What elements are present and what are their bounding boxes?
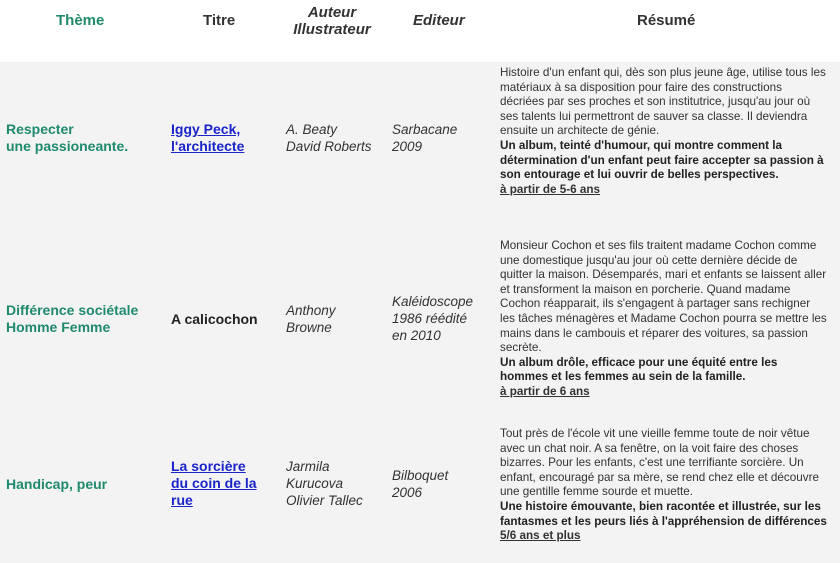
summary-highlight: Un album drôle, efficace pour une équité entre les hommes et les femmes au sein de la famille. xyxy=(500,355,778,384)
book-title-link[interactable] xyxy=(171,121,244,154)
title-cell xyxy=(171,311,258,328)
publish-year: 2009 xyxy=(392,139,423,154)
theme-text: Respecter xyxy=(6,121,74,137)
author-name: Kurucova xyxy=(286,476,344,491)
summary-text: Tout près de l'école vit une vieille femme toute de noir vêtue avec un chat noir. A sa fenêtre, on la voit faire des choses bizarres. Pour les enfants, c'est une terrifiante sorcière. Un enfant, encouragé par sa mère, se rend chez elle et découvre une gentille femme sourde et muette. xyxy=(500,427,820,499)
age-range: 5/6 ans et plus xyxy=(500,529,581,543)
publisher-name: Sarbacane xyxy=(392,122,458,137)
publisher-cell xyxy=(392,293,473,344)
header-auteur-illustrateur xyxy=(289,4,375,38)
title-text: du coin de la xyxy=(171,475,257,491)
publisher-cell xyxy=(392,467,448,501)
summary-text: Monsieur Cochon et ses fils traitent madame Cochon comme une domestique jusqu'au jour où cette dernière décide de quitter la maison. Désemparés, mari et enfants se laissent aller et transforment la maison en porcherie. Quand madame Cochon réapparait, ils s'engagent à partager sans rechigner les tâches ménagères et Madame Cochon pourra se mettre les mains dans le cambouis et réparer des voitures, sa passion secrète. xyxy=(500,239,827,355)
publish-year: 2006 xyxy=(392,485,423,500)
table-row xyxy=(0,417,840,563)
author-name: A. Beaty xyxy=(286,122,338,137)
illustrator-name: Olivier Tallec xyxy=(286,493,363,508)
theme-text: Différence sociétale xyxy=(6,302,139,318)
table-row xyxy=(0,62,840,229)
author-cell xyxy=(286,302,336,336)
author-cell xyxy=(286,121,372,155)
publish-year: en 2010 xyxy=(392,328,441,343)
summary-highlight: Un album, teinté d'humour, qui montre comment la détermination d'un enfant peut faire accepter sa passion à son entourage et lui ouvrir de belles perspectives. xyxy=(500,138,824,182)
title-text: l'architecte xyxy=(171,138,245,154)
publish-year: 1986 réédité xyxy=(392,311,468,326)
header-illustrateur: Illustrateur xyxy=(293,21,371,38)
header-resume: Résumé xyxy=(637,12,696,29)
summary-highlight: Une histoire émouvante, bien racontée et illustrée, sur les fantasmes et les peurs liés à l'appréhension de différences xyxy=(500,499,827,528)
title-text: rue xyxy=(171,492,193,508)
table-row xyxy=(0,229,840,417)
publisher-cell xyxy=(392,121,457,155)
summary-cell xyxy=(500,427,828,544)
title-cell xyxy=(171,458,257,509)
theme-text: Homme Femme xyxy=(6,319,111,335)
theme-cell xyxy=(6,476,107,493)
book-title-link[interactable] xyxy=(171,458,257,508)
theme-cell xyxy=(6,302,138,336)
age-range: à partir de 6 ans xyxy=(500,384,590,398)
header-theme: Thème xyxy=(56,12,105,29)
table-header xyxy=(0,0,840,62)
title-text: La sorcière xyxy=(171,458,246,474)
title-cell xyxy=(171,121,244,155)
author-cell xyxy=(286,458,363,509)
publisher-name: Kaléidoscope xyxy=(392,294,474,309)
author-name: Anthony xyxy=(286,303,336,318)
summary-cell xyxy=(500,239,828,400)
title-text: A calicochon xyxy=(171,311,258,327)
author-name: Browne xyxy=(286,320,332,335)
illustrator-name: David Roberts xyxy=(286,139,372,154)
header-auteur: Auteur xyxy=(307,4,357,21)
title-text: Iggy Peck, xyxy=(171,121,241,137)
theme-cell xyxy=(6,121,128,155)
author-name: Jarmila xyxy=(286,459,330,474)
age-range: à partir de 5-6 ans xyxy=(500,182,601,196)
summary-cell xyxy=(500,66,828,197)
theme-text: Handicap, peur xyxy=(6,476,108,492)
publisher-name: Bilboquet xyxy=(392,468,449,483)
header-editeur: Editeur xyxy=(413,12,465,29)
theme-text: une passioneante. xyxy=(6,138,129,154)
summary-text: Histoire d'un enfant qui, dès son plus jeune âge, utilise tous les matériaux à sa disposition pour faire des constructions décriées par ses proches et son institutrice, jusqu'au jour où ses talents lui permettront de sauver sa classe. Il deviendra ensuite un architecte de génie. xyxy=(500,66,826,138)
header-titre: Titre xyxy=(203,12,236,29)
